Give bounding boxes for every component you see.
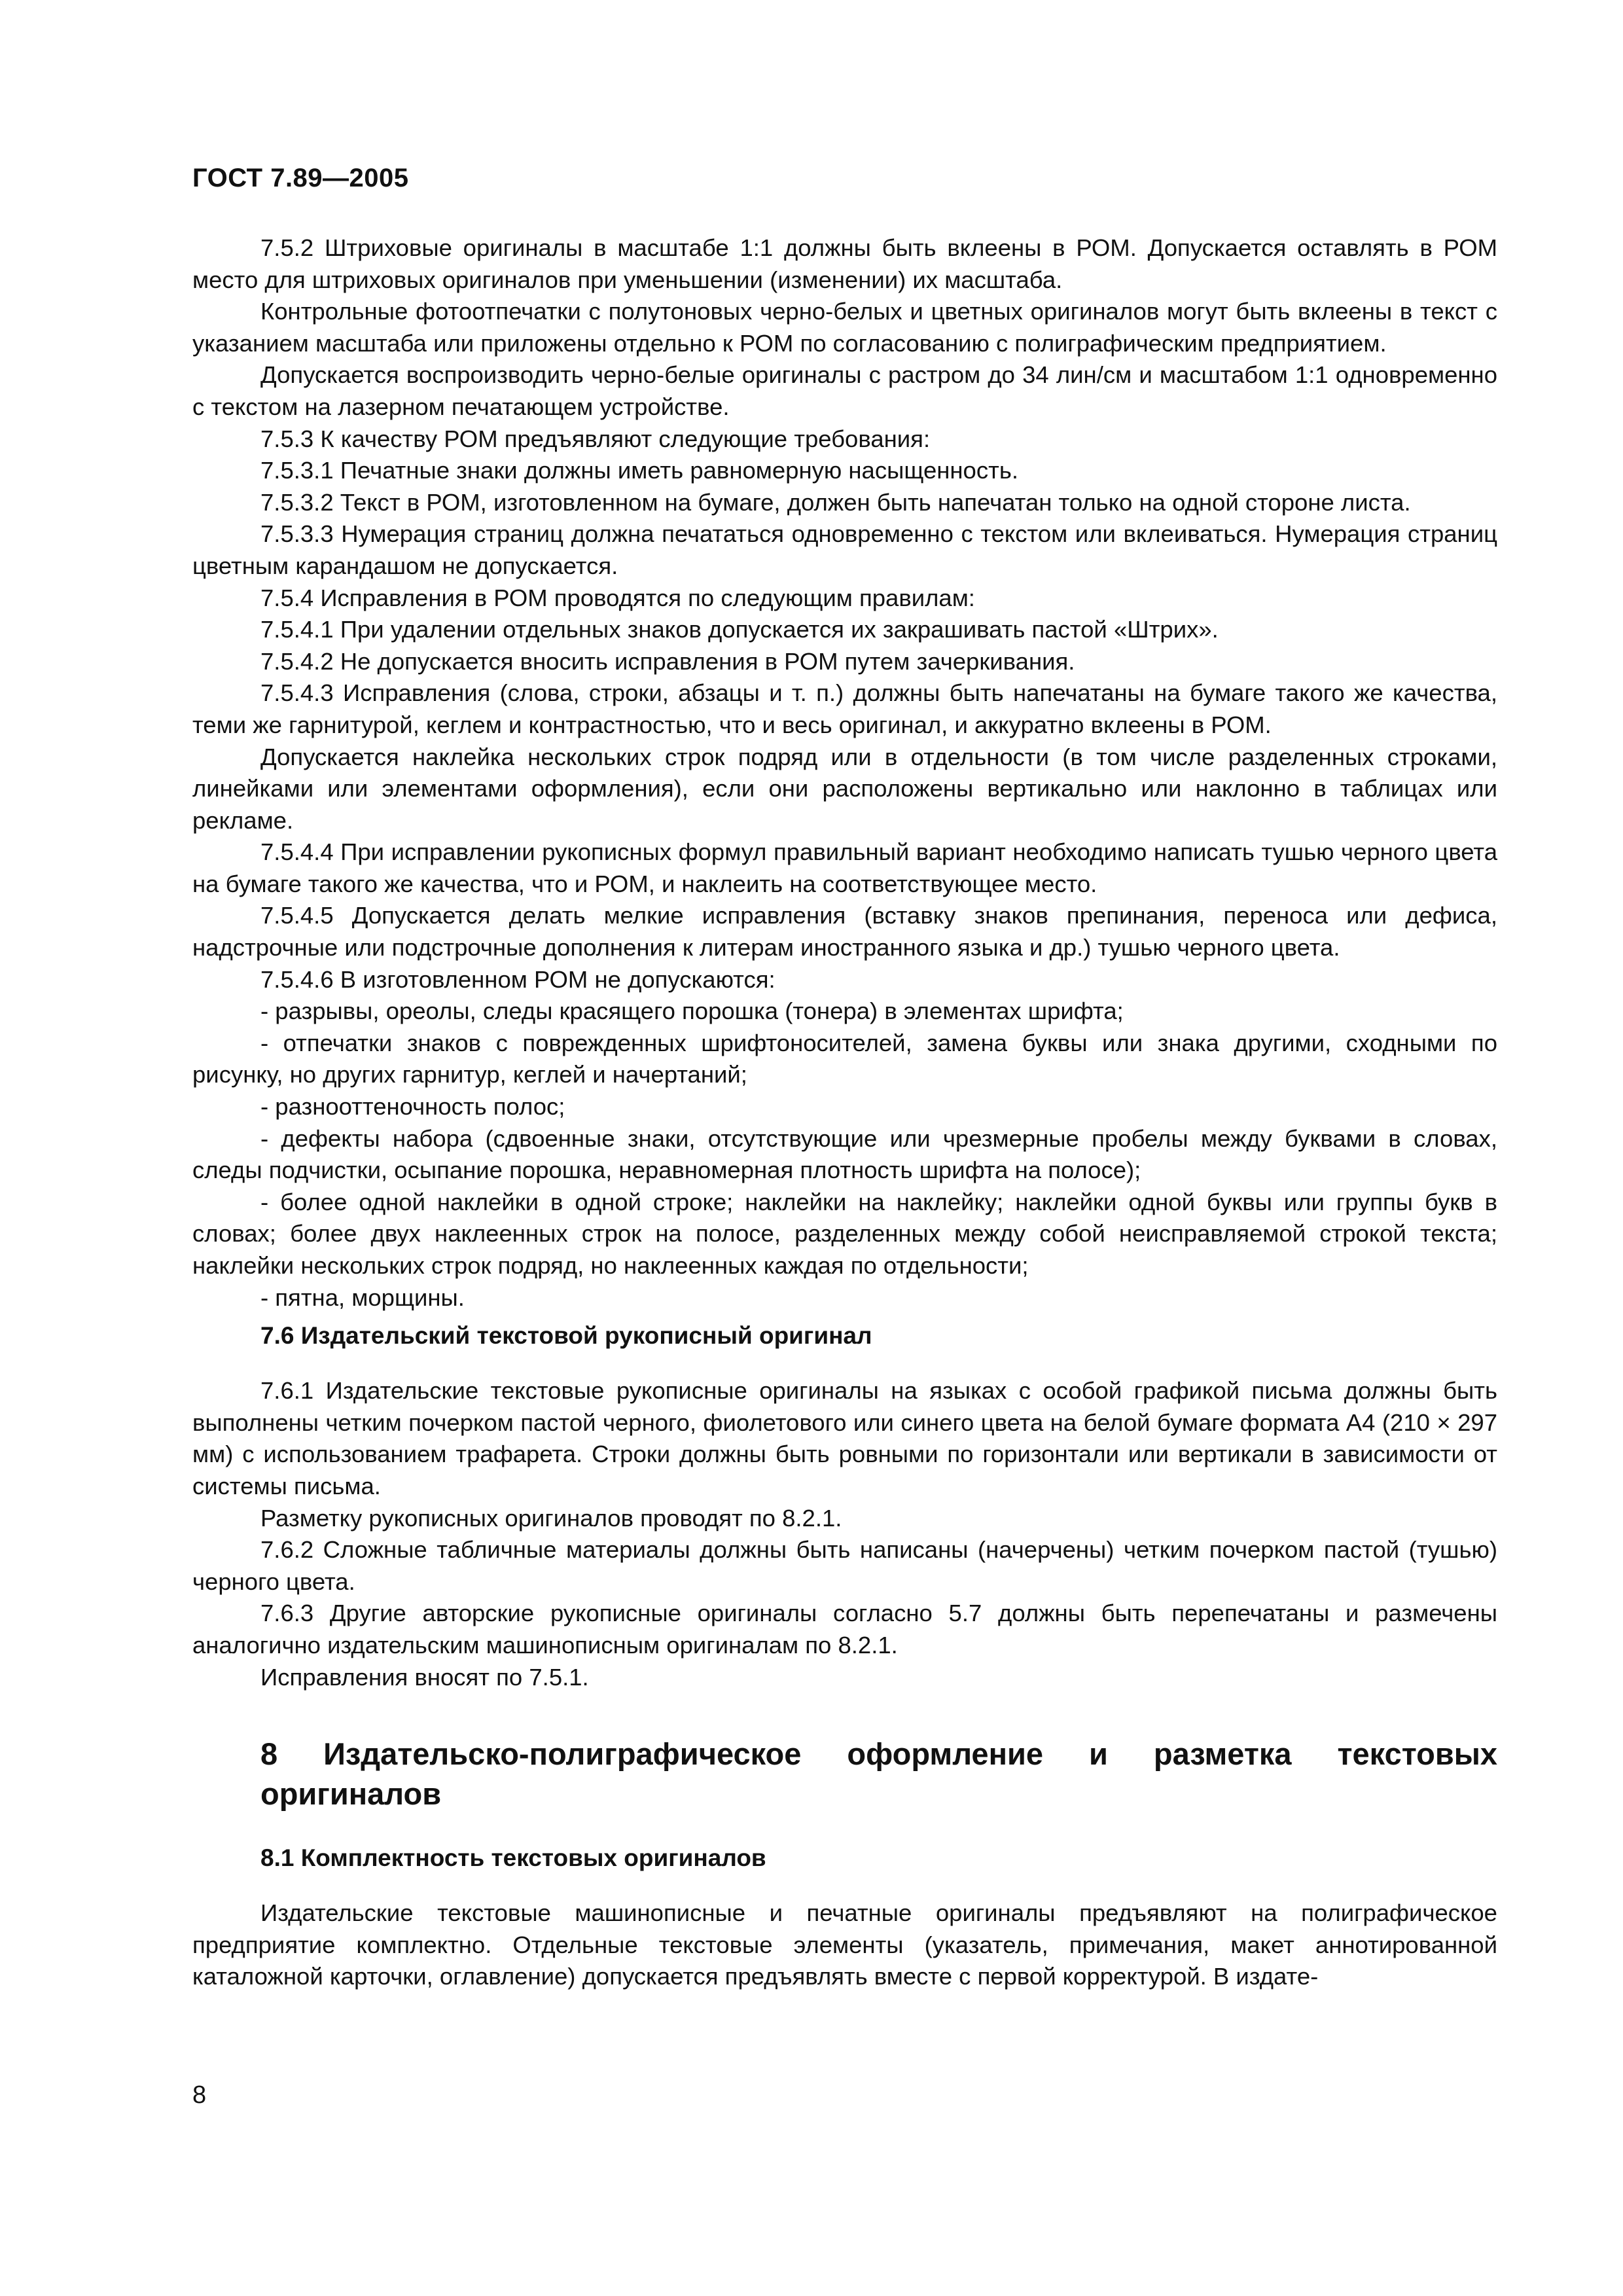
paragraph: Контрольные фотоотпечатки с полутоновых черно-белых и цветных оригиналов могут быть вклеены в текст с указанием масштаба или приложены отдельно к РОМ по согласованию с полиграфическим предприятием.	[192, 298, 1497, 357]
paragraph: 7.5.3.3 Нумерация страниц должна печататься одновременно с текстом или вклеиваться. Нумерация страниц цветным карандашом не допускается.	[192, 520, 1497, 579]
paragraph: 7.5.4.5 Допускается делать мелкие исправления (вставку знаков препинания, переноса или дефиса, надстрочные или подстрочные дополнения к литерам иностранного языка и др.) тушью черного цвета.	[192, 902, 1497, 961]
section-heading-7-6: 7.6 Издательский текстовой рукописный оригинал	[260, 1322, 872, 1350]
paragraph: Издательские текстовые машинописные и печатные оригиналы предъявляют на полиграфическое предприятие комплектно. Отдельные текстовые элементы (указатель, примечания, макет аннотированной каталожной карточки, оглавление) допускается предъявлять вместе с первой корректурой. В издате-	[192, 1899, 1497, 1990]
paragraph: 7.5.4 Исправления в РОМ проводятся по следующим правилам:	[260, 584, 975, 611]
list-item: - разрывы, ореолы, следы красящего порошка (тонера) в элементах шрифта;	[260, 997, 1124, 1025]
paragraph: Разметку рукописных оригиналов проводят по 8.2.1.	[260, 1504, 842, 1532]
section-heading-8-1: 8.1 Комплектность текстовых оригиналов	[260, 1844, 766, 1872]
list-item: - пятна, морщины.	[260, 1283, 465, 1311]
document-body	[192, 232, 1497, 1993]
paragraph: 7.5.3 К качеству РОМ предъявляют следующие требования:	[260, 425, 931, 452]
paragraph: Исправления вносят по 7.5.1.	[260, 1663, 589, 1691]
list-item: - разнооттеночность полос;	[260, 1093, 565, 1121]
paragraph: 7.6.3 Другие авторские рукописные оригиналы согласно 5.7 должны быть перепечатаны и размечены аналогично издательским машинописным оригиналам по 8.2.1.	[192, 1600, 1497, 1659]
page-number: 8	[192, 2081, 207, 2109]
paragraph: 7.6.1 Издательские текстовые рукописные оригиналы на языках с особой графикой письма должны быть выполнены четким почерком пастой черного, фиолетового или синего цвета на белой бумаге формата А4 (210 × 297 мм) с использованием трафарета. Строки должны быть ровными по горизонтали или вертикали в зависимости от системы письма.	[192, 1377, 1497, 1499]
paragraph: 7.5.3.2 Текст в РОМ, изготовленном на бумаге, должен быть напечатан только на одной стороне листа.	[260, 488, 1411, 516]
paragraph: 7.5.2 Штриховые оригиналы в масштабе 1:1 должны быть вклеены в РОМ. Допускается оставлять в РОМ место для штриховых оригиналов при уменьшении (изменении) их масштаба.	[192, 234, 1497, 293]
list-item: - дефекты набора (сдвоенные знаки, отсутствующие или чрезмерные пробелы между буквами в словах, следы подчистки, осыпание порошка, неравномерная плотность шрифта на полосе);	[192, 1124, 1497, 1184]
paragraph: Допускается воспроизводить черно-белые оригиналы с растром до 34 лин/см и масштабом 1:1 одновременно с текстом на лазерном печатающем устройстве.	[192, 361, 1497, 420]
document-header-code: ГОСТ 7.89—2005	[192, 164, 409, 192]
paragraph: 7.5.4.2 Не допускается вносить исправления в РОМ путем зачеркивания.	[260, 647, 1075, 675]
paragraph: 7.5.3.1 Печатные знаки должны иметь равномерную насыщенность.	[260, 457, 1018, 484]
section-heading-8: 8 Издательско-полиграфическое оформление и разметка текстовых оригиналов	[260, 1736, 1497, 1812]
paragraph: 7.6.2 Сложные табличные материалы должны быть написаны (начерчены) четким почерком пастой (тушью) черного цвета.	[192, 1536, 1497, 1595]
list-item: - отпечатки знаков с поврежденных шрифтоносителей, замена буквы или знака другими, сходными по рисунку, но других гарнитур, кеглей и начертаний;	[192, 1029, 1497, 1088]
paragraph: Допускается наклейка нескольких строк подряд или в отдельности (в том числе разделенных строками, линейками или элементами оформления), если они расположены вертикально или наклонно в таблицах или рекламе.	[192, 743, 1497, 834]
list-item: - более одной наклейки в одной строке; наклейки на наклейку; наклейки одной буквы или группы букв в словах; более двух наклеенных строк на полосе, разделенных между собой неисправляемой строкой текста; наклейки нескольких строк подряд, но наклеенных каждая по отдельности;	[192, 1188, 1497, 1279]
paragraph: 7.5.4.4 При исправлении рукописных формул правильный вариант необходимо написать тушью черного цвета на бумаге такого же качества, что и РОМ, и наклеить на соответствующее место.	[192, 838, 1497, 897]
paragraph: 7.5.4.1 При удалении отдельных знаков допускается их закрашивать пастой «Штрих».	[260, 616, 1219, 643]
paragraph: 7.5.4.3 Исправления (слова, строки, абзацы и т. п.) должны быть напечатаны на бумаге такого же качества, теми же гарнитурой, кеглем и контрастностью, что и весь оригинал, и аккуратно вклеены в РОМ.	[192, 679, 1497, 738]
paragraph: 7.5.4.6 В изготовленном РОМ не допускаются:	[260, 965, 776, 993]
